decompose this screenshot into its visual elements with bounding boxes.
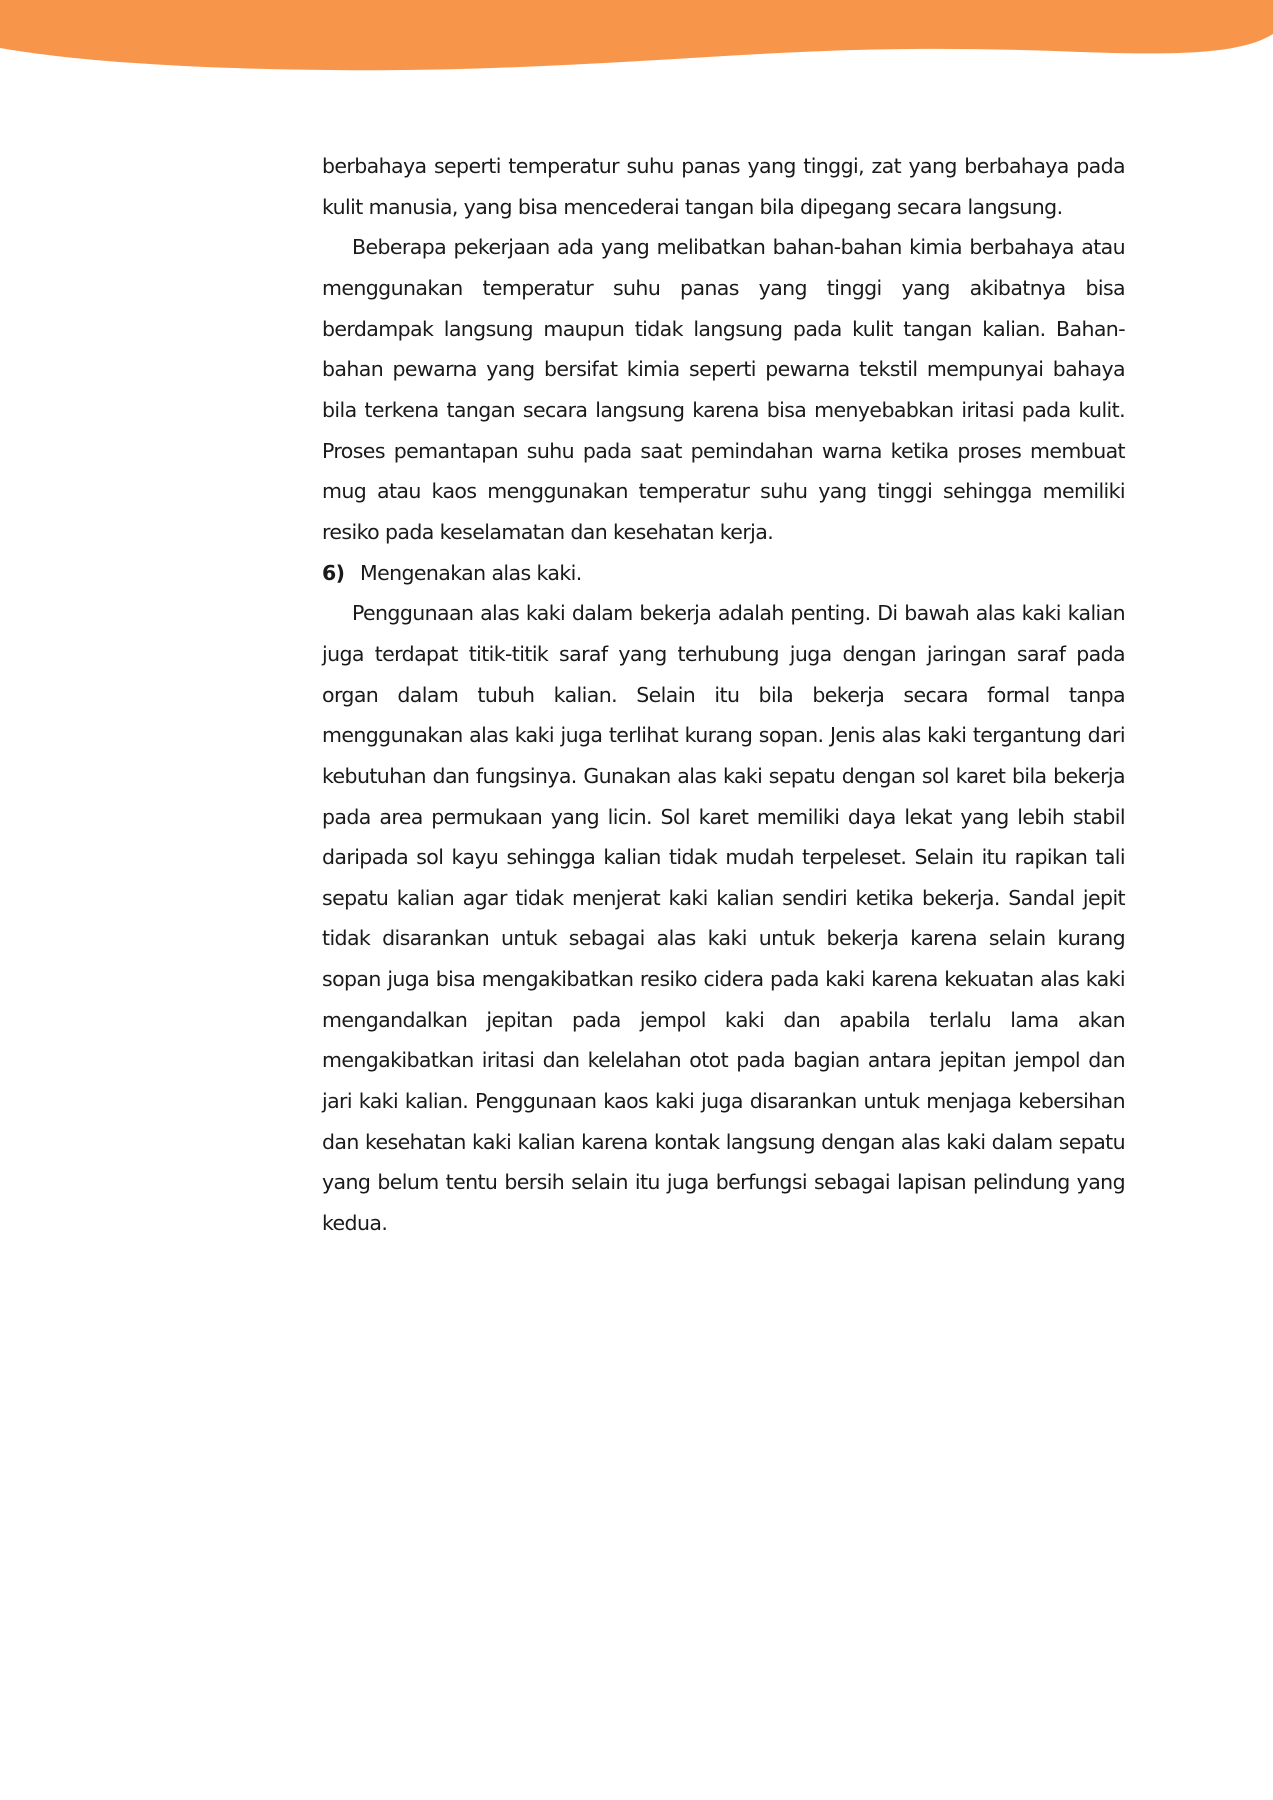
paragraph-chemicals-heat: Beberapa pekerjaan ada yang melibatkan bahan-bahan kimia berbahaya atau menggunakan temperatur suhu panas yang tinggi yang akibatnya bisa berdampak langsung maupun tidak langsung pada kulit tangan kalian. Bahan-bahan pewarna yang bersifat kimia seperti pewarna tekstil mempunyai bahaya bila terkena tangan secara langsung karena bisa menyebabkan iritasi pada kulit. Proses pemantapan suhu pada saat pemindahan warna ketika proses membuat mug atau kaos menggunakan temperatur suhu yang tinggi sehingga memiliki resiko pada keselamatan dan kesehatan kerja.	[322, 235, 1125, 544]
list-item-number: 6)	[322, 560, 345, 585]
document-body	[322, 146, 1125, 1244]
list-item-heading: Mengenakan alas kaki.	[360, 560, 582, 585]
paragraph-footwear: Penggunaan alas kaki dalam bekerja adalah penting. Di bawah alas kaki kalian juga terdapat titik-titik saraf yang terhubung juga dengan jaringan saraf pada organ dalam tubuh kalian. Selain itu bila bekerja secara formal tanpa menggunakan alas kaki juga terlihat kurang sopan. Jenis alas kaki tergantung dari kebutuhan dan fungsinya. Gunakan alas kaki sepatu dengan sol karet bila bekerja pada area permukaan yang licin. Sol karet memiliki daya lekat yang lebih stabil daripada sol kayu sehingga kalian tidak mudah terpeleset. Selain itu rapikan tali sepatu kalian agar tidak menjerat kaki kalian sendiri ketika bekerja. Sandal jepit tidak disarankan untuk sebagai alas kaki untuk bekerja karena selain kurang sopan juga bisa mengakibatkan resiko cidera pada kaki karena kekuatan alas kaki mengandalkan jepitan pada jempol kaki dan apabila terlalu lama akan mengakibatkan iritasi dan kelelahan otot pada bagian antara jepitan jempol dan jari kaki kalian. Penggunaan kaos kaki juga disarankan untuk menjaga kebersihan dan kesehatan kaki kalian karena kontak langsung dengan alas kaki dalam sepatu yang belum tentu bersih selain itu juga berfungsi sebagai lapisan pelindung yang kedua.	[322, 601, 1125, 1236]
numbered-list-item	[322, 553, 1125, 594]
header-wave-shape	[0, 0, 1273, 70]
header-wave-banner	[0, 0, 1273, 80]
paragraph-continued: berbahaya seperti temperatur suhu panas yang tinggi, zat yang berbahaya pada kulit manusia, yang bisa mencederai tangan bila dipegang secara langsung.	[322, 154, 1125, 219]
